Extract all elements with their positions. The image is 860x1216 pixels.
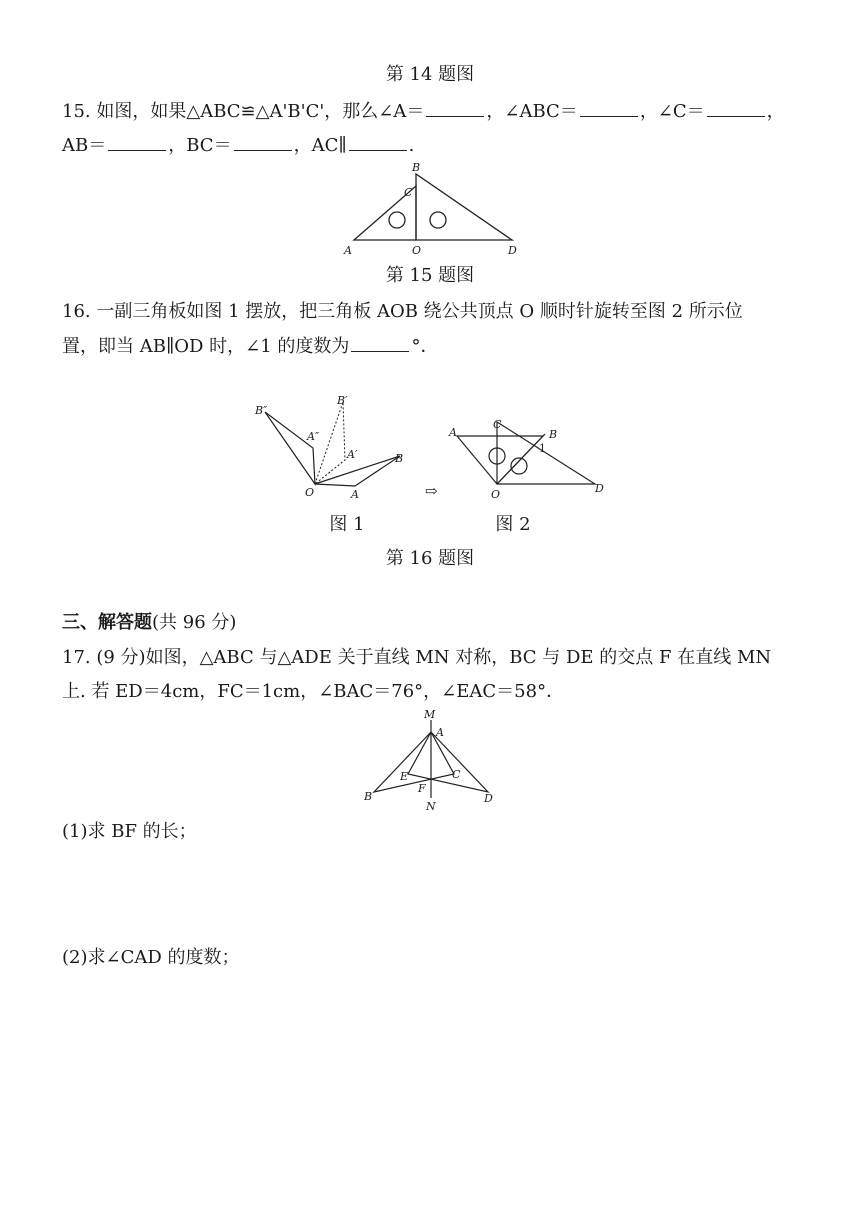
fig17-label-f: F	[418, 782, 426, 795]
fig16-caption: 第 16 题图	[385, 548, 475, 569]
fig15-label-a: A	[344, 244, 352, 257]
q15-text-b: △ABC≌△A'B'C'，那么∠A＝	[186, 101, 425, 122]
fig15-label-o: O	[412, 244, 422, 257]
fig16-label-o: O	[305, 486, 315, 499]
fig16-triangle-aob	[315, 456, 400, 486]
fig15-label-d: D	[508, 244, 517, 257]
q15-text-g: ，BC＝	[168, 135, 232, 156]
fig16-fig2-label-o: O	[491, 488, 501, 501]
fig16-label-a1: A′	[347, 448, 358, 461]
fig17-label-n: N	[426, 800, 436, 813]
fig16-diagram	[245, 388, 625, 508]
fig15-circle-right	[430, 212, 446, 228]
fig15-circle-left	[389, 212, 405, 228]
answer-blank-ac-parallel[interactable]	[349, 132, 407, 151]
fig15-right-triangle	[416, 174, 512, 240]
fig15-label-b: B	[412, 161, 421, 174]
fig16-label-a2: A″	[307, 430, 320, 443]
q16-line1: 16. 一副三角板如图 1 摆放，把三角板 AOB 绕公共顶点 O 顺时针旋转至图 2 所示位	[62, 301, 743, 322]
fig16-fig2-triangle-right	[497, 422, 595, 484]
q17-sub1: (1)求 BF 的长；	[62, 821, 197, 842]
fig16-2-caption: 图 2	[495, 514, 531, 535]
fig16-fig2-label-b: B	[549, 428, 558, 441]
fig15-label-c: C	[404, 186, 413, 199]
fig16-fig2-label-d: D	[595, 482, 604, 495]
fig16-triangle-a2b2	[265, 412, 315, 484]
q15-text-i: .	[408, 135, 415, 156]
q15-text-e: ，	[766, 101, 785, 122]
fig15-diagram	[340, 158, 520, 258]
q16-line2	[62, 333, 438, 360]
fig16-label-a: A	[351, 488, 359, 501]
section-3-title: 三、解答题	[62, 612, 152, 633]
fig14-caption: 第 14 题图	[385, 64, 475, 85]
fig16-1-caption: 图 1	[329, 514, 365, 535]
fig16-fig2-label-1: 1	[539, 442, 546, 455]
answer-blank-angle-c[interactable]	[707, 98, 765, 117]
fig17-label-m: M	[424, 708, 436, 721]
q15-text-a: 15. 如图，如果	[62, 101, 187, 122]
q15-text-c: ，∠ABC＝	[486, 101, 578, 122]
fig17-label-c: C	[452, 768, 461, 781]
answer-blank-ab[interactable]	[108, 132, 166, 151]
q15-text-h: ，AC∥	[293, 135, 347, 156]
q15-line2	[62, 132, 414, 159]
section-3-points: (共 96 分)	[152, 612, 237, 633]
fig17-label-a: A	[436, 726, 444, 739]
answer-blank-angle-abc[interactable]	[580, 98, 638, 117]
fig16-label-b: B	[395, 452, 404, 465]
fig17-label-e: E	[400, 770, 409, 783]
q17-line1: 17. (9 分)如图，△ABC 与△ADE 关于直线 MN 对称，BC 与 DE 的交点 F 在直线 MN	[62, 647, 772, 668]
q16-text-b: °．	[411, 336, 439, 357]
fig16-fig2-label-c: C	[493, 418, 502, 431]
answer-blank-bc[interactable]	[234, 132, 292, 151]
fig17-label-b: B	[364, 790, 373, 803]
q15-line1	[62, 98, 785, 125]
q17-line2: 上. 若 ED＝4cm，FC＝1cm，∠BAC＝76°，∠EAC＝58°．	[62, 681, 565, 702]
q15-text-f: AB＝	[62, 135, 107, 156]
section-3-heading	[62, 610, 236, 636]
answer-blank-angle-1[interactable]	[351, 333, 409, 352]
fig15-caption: 第 15 题图	[385, 265, 475, 286]
fig16-fig2-label-a: A	[449, 426, 457, 439]
fig16-label-b1: B′	[337, 394, 348, 407]
q17-sub2: (2)求∠CAD 的度数；	[62, 947, 240, 968]
answer-blank-angle-a[interactable]	[426, 98, 484, 117]
fig16-arrow: ⇨	[425, 482, 438, 500]
fig17-diagram	[360, 706, 500, 816]
fig16-triangle-a1b1	[315, 402, 345, 484]
q16-text-a: 置，即当 AB∥OD 时，∠1 的度数为	[62, 336, 350, 357]
fig17-label-d: D	[484, 792, 493, 805]
q15-text-d: ，∠C＝	[639, 101, 705, 122]
fig16-label-b2: B″	[255, 404, 268, 417]
